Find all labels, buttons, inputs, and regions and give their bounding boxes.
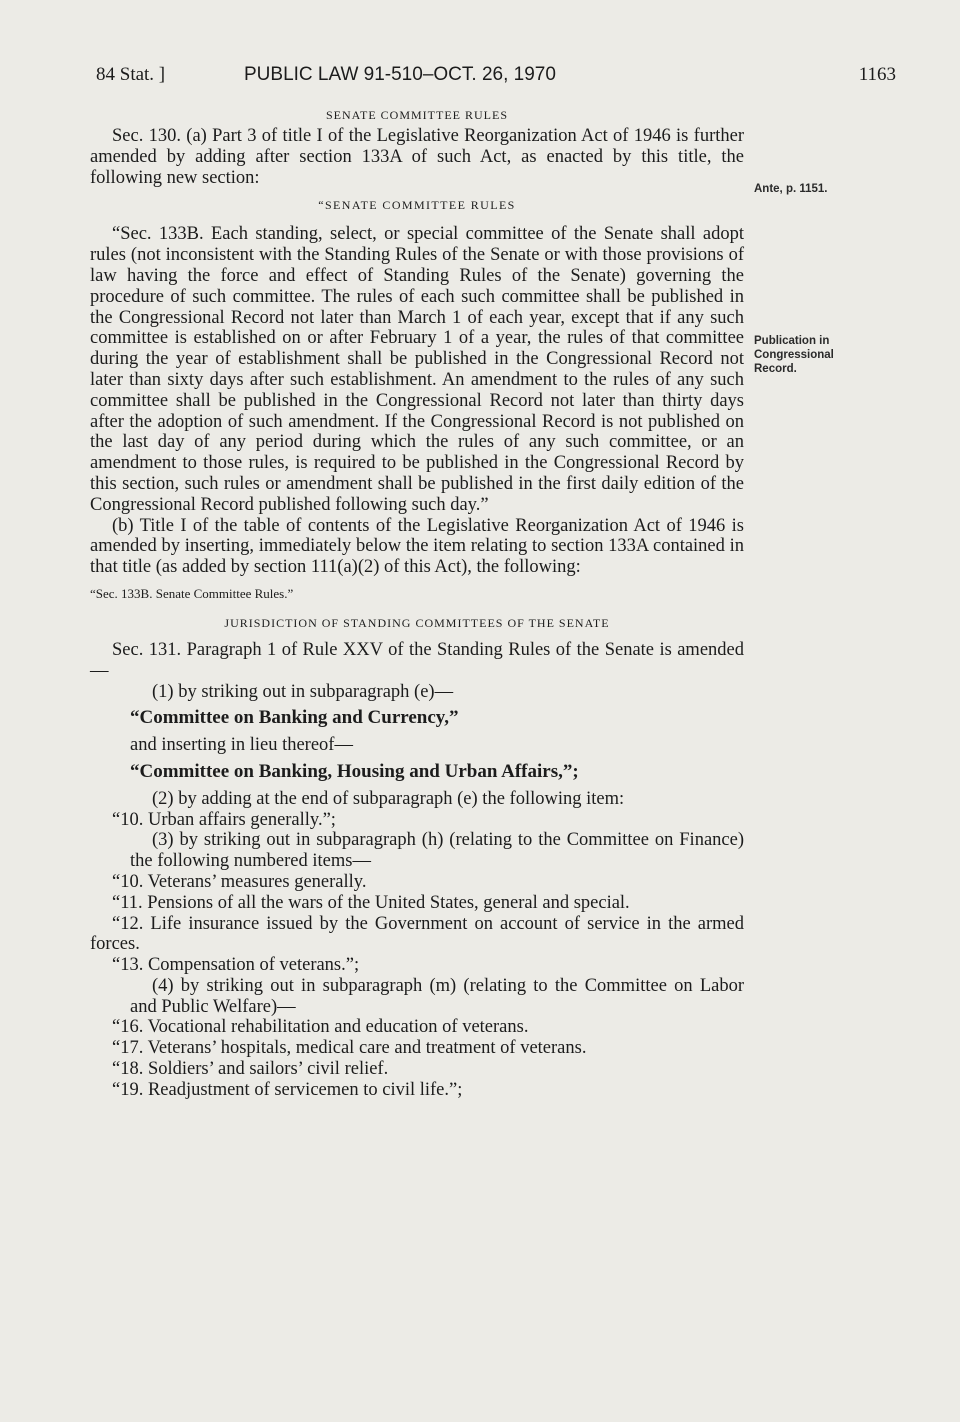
item-3-list-item: “10. Veterans’ measures generally. [112,871,367,892]
section-133b-text: “Sec. 133B. Each standing, select, or special committee of the Senate shall adopt rules (not inconsistent with the Standing Rules of the Senate or with those provisions of law having the force and effect of Standing Rules of the Senate) governing the procedure of such committee. The rules of each such committee shall be published in the Congressional Record not later than March 1 of each year, except that if any such committee is established on or after February 1 of a year, the rules of that committee during the year of establishment shall be published in the Congressional Record not later than sixty days after such establishment. An amendment to the rules of any such committee shall be published in the Congressional Record not later than thirty days after the adoption of such amendment. If the Congressional Record is not published on the last day of any period during which the rules of any such committee, or an amendment to those rules, is required to be published in the Congressional Record by this section, such rules or amendment shall be published in the first daily edition of the Congressional Record published following such day.” [90,224,744,515]
section-130-heading: SENATE COMMITTEE RULES [326,108,508,122]
item-4: (4) by striking out in subparagraph (m) (relating to the Committee on Labor and Public Welfare)— [130,975,744,1017]
old-committee-name: “Committee on Banking and Currency,” [130,707,459,729]
section-133b-heading: “SENATE COMMITTEE RULES [318,198,516,213]
item-3-list-item: “13. Compensation of veterans.”; [112,955,360,976]
item-4-list-item: “18. Soldiers’ and sailors’ civil relief. [112,1059,389,1080]
insert-text: and inserting in lieu thereof— [130,735,353,756]
item-1: (1) by striking out in subparagraph (e)— [152,681,454,702]
toc-item: “Sec. 133B. Senate Committee Rules.” [90,585,294,601]
item-3-list-item: “12. Life insurance issued by the Government on account of service in the armed forces. [90,913,744,955]
page-header [96,64,896,94]
margin-note-publication: Publication in Congressional Record. [754,335,834,375]
item-2: (2) by adding at the end of subparagraph (e) the following item: [152,788,625,809]
new-committee-name: “Committee on Banking, Housing and Urban Affairs,”; [130,760,579,782]
page-body [90,104,744,1101]
running-title: PUBLIC LAW 91-510–OCT. 26, 1970 [244,64,556,85]
item-3-list-item: “11. Pensions of all the wars of the United States, general and special. [112,892,630,913]
statute-reference: 84 Stat. ] [96,64,166,85]
section-131-intro: Sec. 131. Paragraph 1 of Rule XXV of the Standing Rules of the Senate is amended— [90,639,744,681]
section-130-intro: Sec. 130. (a) Part 3 of title I of the Legislative Reorganization Act of 1946 is further amended by adding after section 133A of such Act, as enacted by this title, the following new section: [90,126,744,188]
margin-note-ante: Ante, p. 1151. [754,183,828,195]
page-number: 1163 [858,64,896,85]
item-4-list-item: “17. Veterans’ hospitals, medical care and treatment of veterans. [112,1038,587,1059]
item-3: (3) by striking out in subparagraph (h) (relating to the Committee on Finance) the following numbered items— [130,830,744,872]
item-2-text: “10. Urban affairs generally.”; [112,809,336,830]
section-130-b: (b) Title I of the table of contents of the Legislative Reorganization Act of 1946 is amended by inserting, immediately below the item relating to section 133A contained in that title (as added by section 111(a)(2) of this Act), the following: [90,515,744,578]
section-131-heading: JURISDICTION OF STANDING COMMITTEES OF THE SENATE [224,615,610,630]
item-4-list-item: “19. Readjustment of servicemen to civil life.”; [112,1079,463,1100]
item-4-list-item: “16. Vocational rehabilitation and education of veterans. [112,1017,529,1038]
